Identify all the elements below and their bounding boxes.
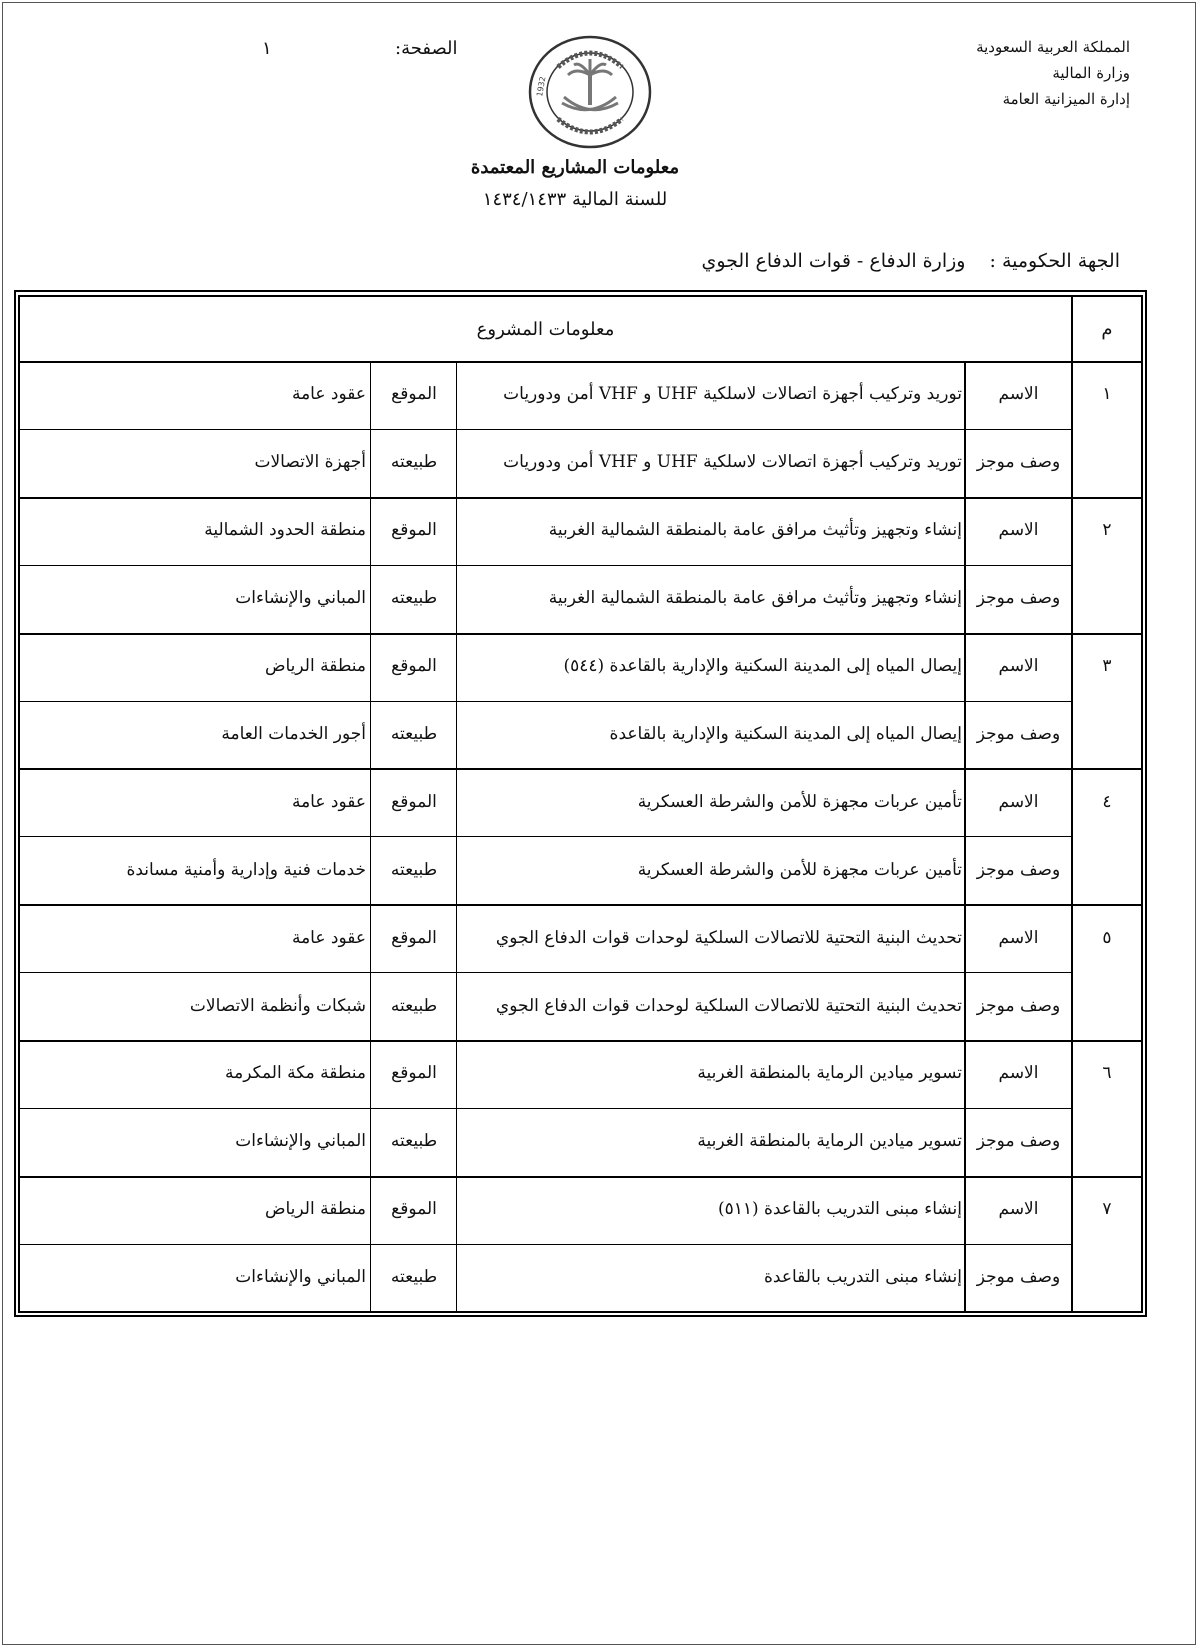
description-label: وصف موجز [976,995,1061,1016]
kind-column-divider [370,361,371,1313]
row-divider [18,1244,1071,1245]
name-label: الاسم [998,1063,1039,1084]
ministry-seal-logo [524,33,656,151]
project-nature: أجور الخدمات العامة [221,723,366,744]
project-number: ٣ [1102,656,1112,677]
country-name: المملكة العربية السعودية [976,38,1130,56]
entity-label: الجهة الحكومية : [989,250,1120,272]
project-name: إنشاء مبنى التدريب بالقاعدة (٥١١) [717,1199,962,1220]
nature-label: طبيعته [390,723,438,744]
name-label: الاسم [998,656,1039,677]
project-nature: شبكات وأنظمة الاتصالات [189,995,366,1016]
department-name: إدارة الميزانية العامة [1002,90,1130,108]
row-divider [18,972,1071,973]
nature-label: طبيعته [390,995,438,1016]
label-column-divider [964,361,966,1313]
row-divider [18,429,1071,430]
document-subtitle: للسنة المالية ١٤٣٤/١٤٣٣ [482,189,668,210]
project-location: عقود عامة [291,791,366,812]
project-name: إيصال المياه إلى المدينة السكنية والإدارية بالقاعدة (٥٤٤) [563,656,962,677]
project-description: تأمين عربات مجهزة للأمن والشرطة العسكرية [637,859,962,880]
column-header-number: م [1101,318,1113,340]
nature-label: طبيعته [390,1267,438,1288]
document-title: معلومات المشاريع المعتمدة [470,157,680,178]
nature-label: طبيعته [390,1131,438,1152]
description-label: وصف موجز [976,723,1061,744]
location-label: الموقع [391,1063,437,1084]
name-label: الاسم [998,520,1039,541]
project-location: منطقة مكة المكرمة [224,1063,366,1084]
location-label: الموقع [391,1199,437,1220]
project-location: عقود عامة [291,927,366,948]
description-label: وصف موجز [976,1131,1061,1152]
row-divider [18,1108,1071,1109]
government-entity [701,250,1120,272]
location-label: الموقع [391,384,437,405]
project-name: تأمين عربات مجهزة للأمن والشرطة العسكرية [637,791,962,812]
project-location: منطقة الرياض [264,1199,366,1220]
project-name: تسوير ميادين الرماية بالمنطقة الغربية [697,1063,962,1084]
project-number: ٦ [1102,1063,1112,1084]
project-name: إنشاء وتجهيز وتأثيث مرافق عامة بالمنطقة الشمالية الغربية [548,520,962,541]
page-number: ١ [262,38,272,59]
project-nature: خدمات فنية وإدارية وأمنية مساندة [126,859,366,880]
row-divider [18,836,1071,837]
project-number: ٥ [1102,927,1112,948]
name-label: الاسم [998,1199,1039,1220]
description-label: وصف موجز [976,1267,1061,1288]
row-divider [18,701,1071,702]
location-label: الموقع [391,656,437,677]
project-description: توريد وتركيب أجهزة اتصالات لاسلكية UHF و VHF أمن ودوريات [503,452,962,473]
project-description: إنشاء وتجهيز وتأثيث مرافق عامة بالمنطقة الشمالية الغربية [548,588,962,609]
nature-label: طبيعته [390,452,438,473]
column-header-project-info: معلومات المشروع [476,318,615,340]
location-label: الموقع [391,927,437,948]
project-number: ٤ [1102,791,1112,812]
project-number: ٧ [1102,1199,1112,1220]
location-label: الموقع [391,791,437,812]
entity-value: وزارة الدفاع - قوات الدفاع الجوي [701,250,966,272]
description-label: وصف موجز [976,859,1061,880]
project-nature: المباني والإنشاءات [235,1131,366,1152]
text-column-divider [456,361,457,1313]
project-number: ٢ [1102,520,1112,541]
name-label: الاسم [998,791,1039,812]
project-description: تحديث البنية التحتية للاتصالات السلكية لوحدات قوات الدفاع الجوي [495,995,962,1016]
project-number: ١ [1102,384,1112,405]
ministry-name: وزارة المالية [1052,64,1130,82]
project-nature: المباني والإنشاءات [235,588,366,609]
project-description: إيصال المياه إلى المدينة السكنية والإدارية بالقاعدة [609,723,962,744]
name-label: الاسم [998,384,1039,405]
nature-label: طبيعته [390,588,438,609]
description-label: وصف موجز [976,452,1061,473]
svg-text:1932: 1932 [535,75,548,98]
location-label: الموقع [391,520,437,541]
row-divider [18,565,1071,566]
project-description: تسوير ميادين الرماية بالمنطقة الغربية [697,1131,962,1152]
project-location: عقود عامة [291,384,366,405]
project-location: منطقة الحدود الشمالية [204,520,366,541]
project-location: منطقة الرياض [264,656,366,677]
page-label: الصفحة: [395,38,458,59]
project-nature: المباني والإنشاءات [235,1267,366,1288]
name-label: الاسم [998,927,1039,948]
project-name: تحديث البنية التحتية للاتصالات السلكية لوحدات قوات الدفاع الجوي [495,927,962,948]
organization-header [870,34,1130,112]
nature-label: طبيعته [390,859,438,880]
project-description: إنشاء مبنى التدريب بالقاعدة [764,1267,962,1288]
project-nature: أجهزة الاتصالات [254,452,366,473]
project-name: توريد وتركيب أجهزة اتصالات لاسلكية UHF و VHF أمن ودوريات [503,384,962,405]
description-label: وصف موجز [976,588,1061,609]
